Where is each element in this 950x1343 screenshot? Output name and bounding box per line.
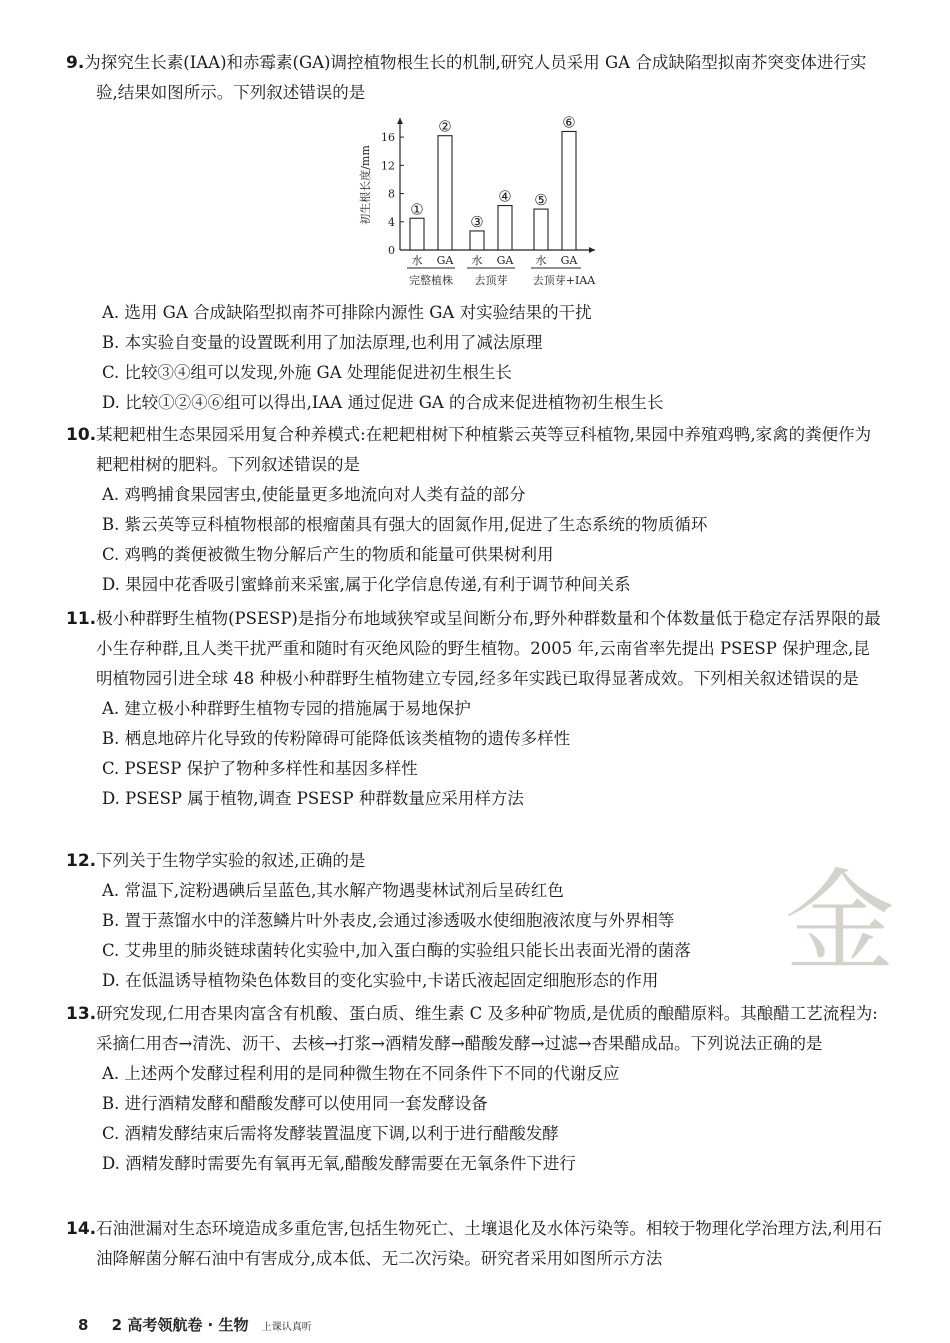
bar-label: GA	[436, 254, 454, 267]
bar	[470, 231, 484, 250]
q10-option-a[interactable]: A. 鸡鸭捕食果园害虫,使能量更多地流向对人类有益的部分	[102, 485, 526, 504]
q13-option-a[interactable]: A. 上述两个发酵过程利用的是同种微生物在不同条件下不同的代谢反应	[102, 1064, 620, 1083]
bar-marker: ⑤	[534, 191, 548, 210]
q12-option-d[interactable]: D. 在低温诱导植物染色体数目的变化实验中,卡诺氏液起固定细胞形态的作用	[102, 971, 659, 990]
page-footer	[78, 1314, 312, 1335]
q11-option-b[interactable]: B. 栖息地碎片化导致的传粉障碍可能降低该类植物的遗传多样性	[102, 729, 571, 748]
question-9-stem: 9.为探究生长素(IAA)和赤霉素(GA)调控植物根生长的机制,研究人员采用 GA 合成缺陷型拟南芥突变体进行实验,结果如图所示。下列叙述错误的是	[66, 53, 867, 102]
bar-marker: ③	[470, 212, 484, 231]
question-12	[66, 846, 886, 996]
bar-label: 水	[471, 254, 483, 267]
y-tick-label: 0	[388, 244, 395, 257]
q12-option-b[interactable]: B. 置于蒸馏水中的洋葱鳞片叶外表皮,会通过渗透吸水使细胞液浓度与外界相等	[102, 911, 675, 930]
group-label: 去顶芽+IAA	[532, 274, 596, 287]
q9-option-c[interactable]: C. 比较③④组可以发现,外施 GA 处理能促进初生根生长	[102, 363, 512, 382]
page-number: 8	[78, 1316, 89, 1334]
bar	[438, 136, 452, 250]
footer-tag: 上课认真听	[261, 1322, 312, 1333]
y-axis-label: 初生根长度/mm	[359, 145, 372, 225]
question-14	[66, 1214, 886, 1274]
root-length-chart	[355, 110, 620, 300]
question-14-stem: 14.石油泄漏对生态环境造成多重危害,包括生物死亡、土壤退化及水体污染等。相较于物理化学治理方法,利用石油降解菌分解石油中有害成分,成本低、无二次污染。研究者采用如图所示方法	[66, 1219, 883, 1268]
question-13	[66, 999, 886, 1179]
bar-marker: ①	[410, 200, 424, 219]
y-tick-label: 12	[381, 159, 395, 173]
y-tick-label: 16	[381, 131, 395, 145]
bar	[562, 131, 576, 250]
q9-option-b[interactable]: B. 本实验自变量的设置既利用了加法原理,也利用了减法原理	[102, 333, 543, 352]
bar-label: GA	[560, 254, 578, 267]
bar-marker: ④	[498, 187, 512, 206]
q11-option-a[interactable]: A. 建立极小种群野生植物专园的措施属于易地保护	[102, 699, 471, 718]
bar	[534, 209, 548, 250]
question-11	[66, 604, 886, 814]
question-12-stem: 12.下列关于生物学实验的叙述,正确的是	[66, 851, 366, 871]
chart-svg	[355, 110, 620, 300]
group-label: 去顶芽	[474, 274, 508, 287]
q11-option-d[interactable]: D. PSESP 属于植物,调查 PSESP 种群数量应采用样方法	[102, 789, 524, 808]
question-9-options	[66, 298, 886, 418]
q9-option-a[interactable]: A. 选用 GA 合成缺陷型拟南芥可排除内源性 GA 对实验结果的干扰	[102, 303, 592, 322]
question-9	[66, 48, 886, 108]
q10-option-d[interactable]: D. 果园中花香吸引蜜蜂前来采蜜,属于化学信息传递,有利于调节种间关系	[102, 575, 631, 594]
stamp-glyph: 金	[785, 858, 895, 986]
q10-option-c[interactable]: C. 鸡鸭的粪便被微生物分解后产生的物质和能量可供果树利用	[102, 545, 554, 564]
q13-option-c[interactable]: C. 酒精发酵结束后需将发酵装置温度下调,以利于进行醋酸发酵	[102, 1124, 559, 1143]
y-tick-label: 8	[388, 187, 395, 201]
q11-option-c[interactable]: C. PSESP 保护了物种多样性和基因多样性	[102, 759, 418, 778]
y-axis-arrow	[397, 118, 403, 124]
bar-label: 水	[535, 254, 547, 267]
q12-option-c[interactable]: C. 艾弗里的肺炎链球菌转化实验中,加入蛋白酶的实验组只能长出表面光滑的菌落	[102, 941, 691, 960]
q12-option-a[interactable]: A. 常温下,淀粉遇碘后呈蓝色,其水解产物遇斐林试剂后呈砖红色	[102, 881, 564, 900]
bar	[498, 206, 512, 250]
question-10-stem: 10.某耙耙柑生态果园采用复合种养模式:在耙耙柑树下种植紫云英等豆科植物,果园中养殖鸡鸭,家禽的粪便作为耙耙柑树的肥料。下列叙述错误的是	[66, 425, 872, 474]
q13-option-d[interactable]: D. 酒精发酵时需要先有氧再无氧,醋酸发酵需要在无氧条件下进行	[102, 1154, 576, 1173]
question-13-stem: 13.研究发现,仁用杏果肉富含有机酸、蛋白质、维生素 C 及多种矿物质,是优质的酿醋原料。其酿醋工艺流程为:采摘仁用杏→清洗、沥干、去核→打浆→酒精发酵→醋酸发酵→过滤→杏果醋成品。下列说法正确的是	[66, 1004, 878, 1053]
y-tick-label: 4	[388, 215, 395, 229]
q13-option-b[interactable]: B. 进行酒精发酵和醋酸发酵可以使用同一套发酵设备	[102, 1094, 488, 1113]
x-axis-arrow	[589, 247, 595, 253]
bar	[410, 218, 424, 250]
question-11-stem: 11.极小种群野生植物(PSESP)是指分布地域狭窄或呈间断分布,野外种群数量和个体数量低于稳定存活界限的最小生存种群,且人类干扰严重和随时有灭绝风险的野生植物。2005 年,云南省率先提出 PSESP 保护理念,昆明植物园引进全球 48 种极小种群野生植物建立专园,经多年实践已取得显著成效。下列相关叙述错误的是	[66, 609, 881, 688]
bar-marker: ②	[438, 117, 452, 136]
q9-option-d[interactable]: D. 比较①②④⑥组可以得出,IAA 通过促进 GA 的合成来促进植物初生根生长	[102, 393, 664, 412]
bar-label: 水	[411, 254, 423, 267]
bar-marker: ⑥	[562, 113, 576, 132]
footer-title: 2 高考领航卷 · 生物	[111, 1316, 249, 1334]
bar-label: GA	[496, 254, 514, 267]
watermark-stamp	[770, 850, 910, 1000]
group-label: 完整植株	[409, 274, 453, 287]
question-10	[66, 420, 886, 600]
q10-option-b[interactable]: B. 紫云英等豆科植物根部的根瘤菌具有强大的固氮作用,促进了生态系统的物质循环	[102, 515, 708, 534]
